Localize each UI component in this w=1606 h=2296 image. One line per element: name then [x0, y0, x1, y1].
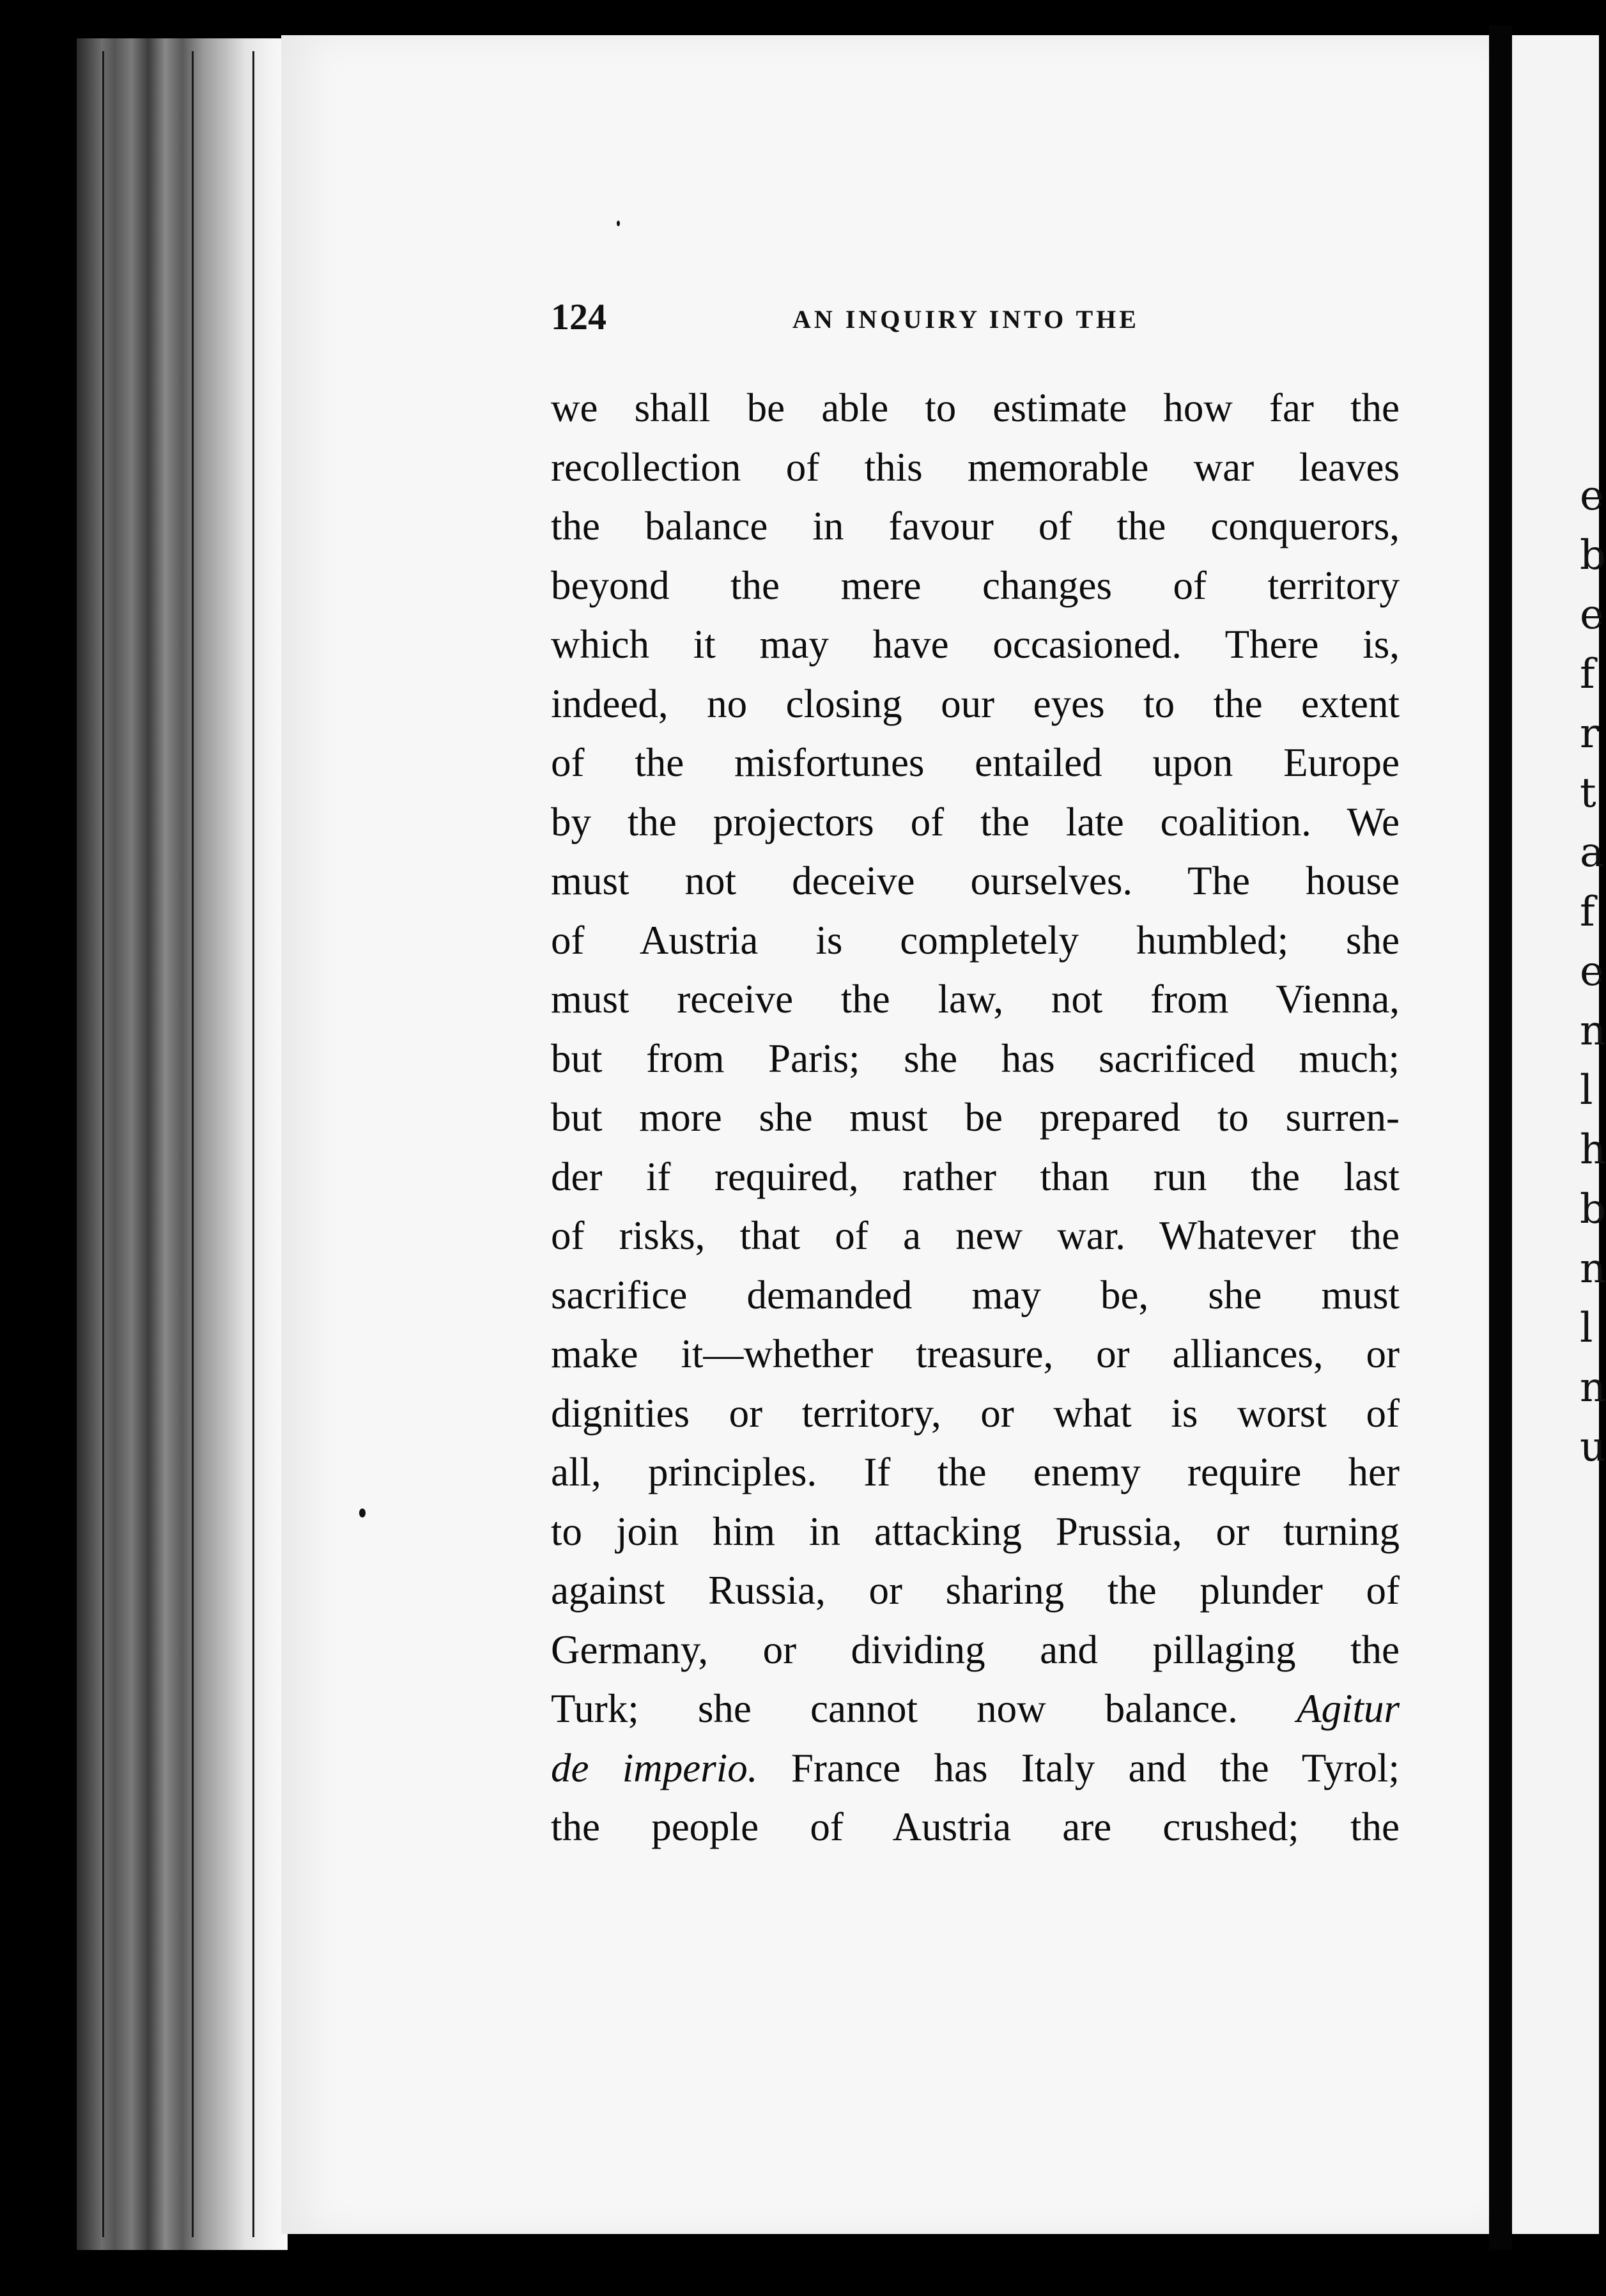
text-line: of the misfortunes entailed upon Europe: [551, 740, 1400, 785]
italic-segment: de imperio.: [551, 1745, 758, 1790]
page-edge-line: [192, 51, 194, 2237]
text-line: Germany, or dividing and pillaging the: [551, 1627, 1400, 1672]
text-segment: Turk; she cannot now balance.: [551, 1686, 1238, 1731]
facing-page-letter: t: [1580, 770, 1596, 817]
italic-segment: Agitur: [1297, 1686, 1400, 1731]
facing-page-letter: l: [1580, 1067, 1593, 1114]
facing-page-letter: e: [1580, 948, 1604, 995]
text-line: recollection of this memorable war leaves: [551, 444, 1400, 490]
text-segment: France has Italy and the Tyrol;: [791, 1745, 1400, 1790]
facing-page-letter: f: [1580, 888, 1595, 936]
text-line: the people of Austria are crushed; the: [551, 1804, 1400, 1849]
facing-page-letter: a: [1580, 829, 1605, 876]
facing-page-letter: u: [1580, 1423, 1606, 1471]
text-line: which it may have occasioned. There is,: [551, 622, 1400, 667]
text-line: against Russia, or sharing the plunder of: [551, 1568, 1400, 1613]
facing-page-letters: [1580, 467, 1606, 1477]
text-line: sacrifice demanded may be, she must: [551, 1272, 1400, 1317]
text-line-mixed: [551, 1679, 1400, 1739]
text-line: of Austria is completely humbled; she: [551, 917, 1400, 963]
facing-page-letter: l: [1580, 1305, 1593, 1352]
page-number: 124: [551, 296, 606, 337]
facing-page-letter: r: [1580, 710, 1600, 757]
book-page-edges: [77, 38, 288, 2250]
facing-page-letter: h: [1580, 1126, 1606, 1174]
running-head: [551, 295, 1216, 346]
facing-page-letter: e: [1580, 591, 1604, 639]
facing-page-letter: e: [1580, 472, 1604, 520]
text-line: we shall be able to estimate how far the: [551, 385, 1400, 430]
text-line: beyond the mere changes of territory: [551, 562, 1400, 608]
text-line: but more she must be prepared to surren-: [551, 1095, 1400, 1140]
text-line: of risks, that of a new war. Whatever the: [551, 1213, 1400, 1258]
text-line: must not deceive ourselves. The house: [551, 858, 1400, 903]
text-line-mixed: [551, 1739, 1400, 1798]
facing-page-letter: n: [1580, 1007, 1606, 1055]
text-line: der if required, rather than run the last: [551, 1154, 1400, 1199]
facing-page-letter: b: [1580, 1186, 1606, 1233]
facing-page-letter: n: [1580, 1364, 1606, 1411]
text-line: all, principles. If the enemy require her: [551, 1450, 1400, 1494]
text-line: the balance in favour of the conquerors,: [551, 504, 1400, 548]
facing-page-letter: b: [1580, 532, 1606, 579]
text-line: by the projectors of the late coalition. We: [551, 799, 1400, 844]
page-edge-line: [252, 51, 254, 2237]
text-line: indeed, no closing our eyes to the extent: [551, 681, 1400, 726]
ink-speck: [617, 221, 620, 226]
page-edge-line: [102, 51, 104, 2237]
text-line: to join him in attacking Prussia, or turning: [551, 1509, 1400, 1554]
running-title: AN INQUIRY INTO THE: [792, 305, 1139, 334]
body-text: [551, 378, 1400, 1857]
text-line: but from Paris; she has sacrificed much;: [551, 1036, 1400, 1081]
facing-page-letter: n: [1580, 1245, 1606, 1292]
facing-page-letter: f: [1580, 651, 1595, 698]
text-line: make it—whether treasure, or alliances, or: [551, 1331, 1400, 1376]
book-gutter: [1489, 26, 1512, 2250]
text-line: dignities or territory, or what is worst of: [551, 1390, 1400, 1436]
ink-speck: [359, 1509, 366, 1517]
text-line: must receive the law, not from Vienna,: [551, 977, 1400, 1021]
